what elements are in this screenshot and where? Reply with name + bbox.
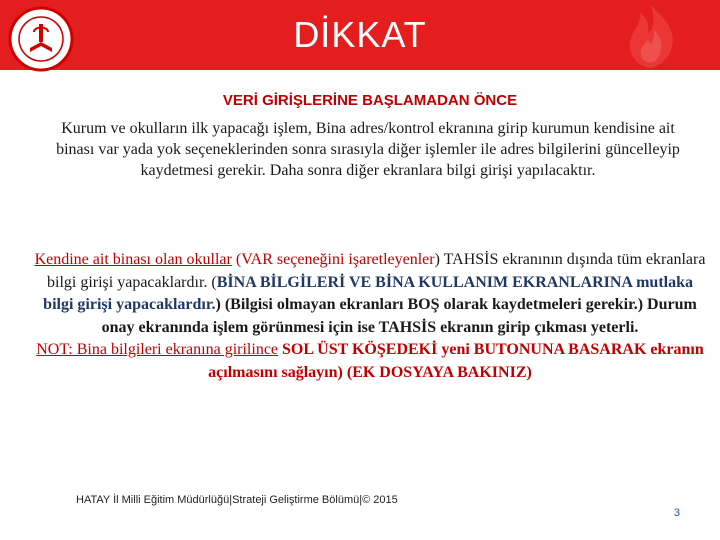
page-number: 3 xyxy=(673,507,680,519)
subtitle: VERİ GİRİŞLERİNE BAŞLAMADAN ÖNCE xyxy=(222,92,518,109)
page-title: DİKKAT xyxy=(293,14,427,55)
footer-credit: HATAY İl Milli Eğitim Müdürlüğü|Strateji Geliştirme Bölümü|© 2015 xyxy=(76,494,398,506)
paragraph-segment: (VAR seçeneğini işaretleyenler xyxy=(231,251,435,268)
paragraph-segment: BİNA BİLGİLERİ VE BİNA KULLANIM EKRANLARINA mutlaka bilgi girişi yapacaklardır. xyxy=(43,273,693,313)
meb-logo-icon xyxy=(8,6,74,72)
note-label: NOT: Bina bilgileri ekranına girilince xyxy=(36,341,279,358)
paragraph-segment: ) (EK DOSYAYA BAKINIZ) xyxy=(337,363,532,381)
paragraph-segment: SOL ÜST KÖŞEDEKİ yeni BUTONUNA BASARAK ekranın açılmasını sağlayın xyxy=(208,341,704,381)
instruction-paragraph xyxy=(30,249,710,384)
intro-paragraph: Kurum ve okulların ilk yapacağı işlem, Bina adres/kontrol ekranına girip kurumun kendisine ait binası var yada yok seçeneklerinden sonra sırasıyla diğer işlemler ile adres bilgilerini güncelleyip kaydetmesi gerekir. Daha sonra diğer ekranlara bilgi girişi yapılacaktır. xyxy=(56,120,680,179)
paragraph-segment: Kendine ait binası olan okullar xyxy=(34,251,232,268)
header-bar xyxy=(0,0,720,70)
paragraph-segment: ) TAHSİS ekranının dışında tüm ekranlara bilgi girişi yapacaklardır. ( xyxy=(47,251,706,291)
paragraph-segment: ) (Bilgisi olmayan ekranları BOŞ olarak kaydetmeleri gerekir.) Durum onay ekranında işlem görünmesi için ise TAHSİS ekranın girip çıkması yeterli. xyxy=(101,296,697,336)
